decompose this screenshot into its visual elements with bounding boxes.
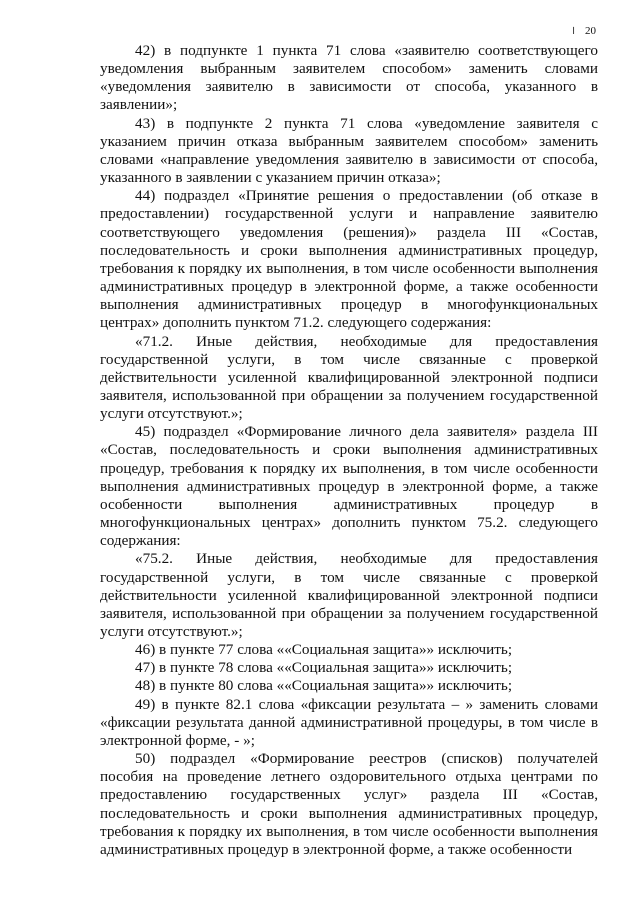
paragraph-item-44: 44) подраздел «Принятие решения о предоставлении (об отказе в предоставлении) государственной услуги и направление заявителю соответствующего уведомления (решения)» раздела III «Состав, последовательность и сроки выполнения административных процедур, требования к порядку их выполнения, в том числе особенности выполнения административных процедур в электронной форме, а также особенности выполнения административных процедур в многофункциональных центрах» дополнить пунктом 71.2. следующего содержания: xyxy=(100,187,598,332)
paragraph-item-45: 45) подраздел «Формирование личного дела заявителя» раздела III «Состав, последовательность и сроки выполнения административных процедур, требования к порядку их выполнения, в том числе особенности выполнения административных процедур в электронной форме, а также особенности выполнения административных процедур в многофункциональных центрах» дополнить пунктом 75.2. следующего содержания: xyxy=(100,423,598,550)
paragraph-item-46: 46) в пункте 77 слова ««Социальная защита»» исключить; xyxy=(135,641,513,659)
quoted-clause-71-2: «71.2. Иные действия, необходимые для предоставления государственной услуги, в том числе связанные с проверкой действительности усиленной квалифицированной электронной подписи заявителя, использованной при обращении за получением государственной услуги отсутствуют.»; xyxy=(100,332,598,423)
page-number: 20 xyxy=(585,25,596,37)
paragraph-item-48: 48) в пункте 80 слова ««Социальная защита»» исключить; xyxy=(135,677,513,695)
paragraph-item-49: 49) в пункте 82.1 слова «фиксации результата – » заменить словами «фиксации результата данной административной процедуры, в том числе в электронной форме, - »; xyxy=(100,695,598,749)
paragraph-item-43: 43) в подпункте 2 пункта 71 слова «уведомление заявителя с указанием причин отказа выбранным заявителем способом» заменить словами «направление уведомления заявителю в зависимости от способа, указанного в заявлении с указанием причин отказа»; xyxy=(100,114,598,187)
paragraph-item-42: 42) в подпункте 1 пункта 71 слова «заявителю соответствующего уведомления выбранным заявителем способом» заменить словами «уведомления заявителю в зависимости от способа, указанного в заявлении»; xyxy=(100,42,598,114)
margin-tick-mark: ╷ xyxy=(570,20,578,34)
quoted-clause-75-2: «75.2. Иные действия, необходимые для предоставления государственной услуги, в том числе связанные с проверкой действительности усиленной квалифицированной электронной подписи заявителя, использованной при обращении за получением государственной услуги отсутствуют.»; xyxy=(100,550,598,640)
paragraph-item-47: 47) в пункте 78 слова ««Социальная защита»» исключить; xyxy=(135,659,513,677)
document-body xyxy=(100,42,598,859)
paragraph-item-50: 50) подраздел «Формирование реестров (списков) получателей пособия на проведение летнего оздоровительного отдыха центрами по предоставлению государственных услуг» раздела III «Состав, последовательность и сроки выполнения административных процедур, требования к порядку их выполнения, в том числе особенности выполнения административных процедур в электронной форме, а также особенности xyxy=(100,750,598,858)
